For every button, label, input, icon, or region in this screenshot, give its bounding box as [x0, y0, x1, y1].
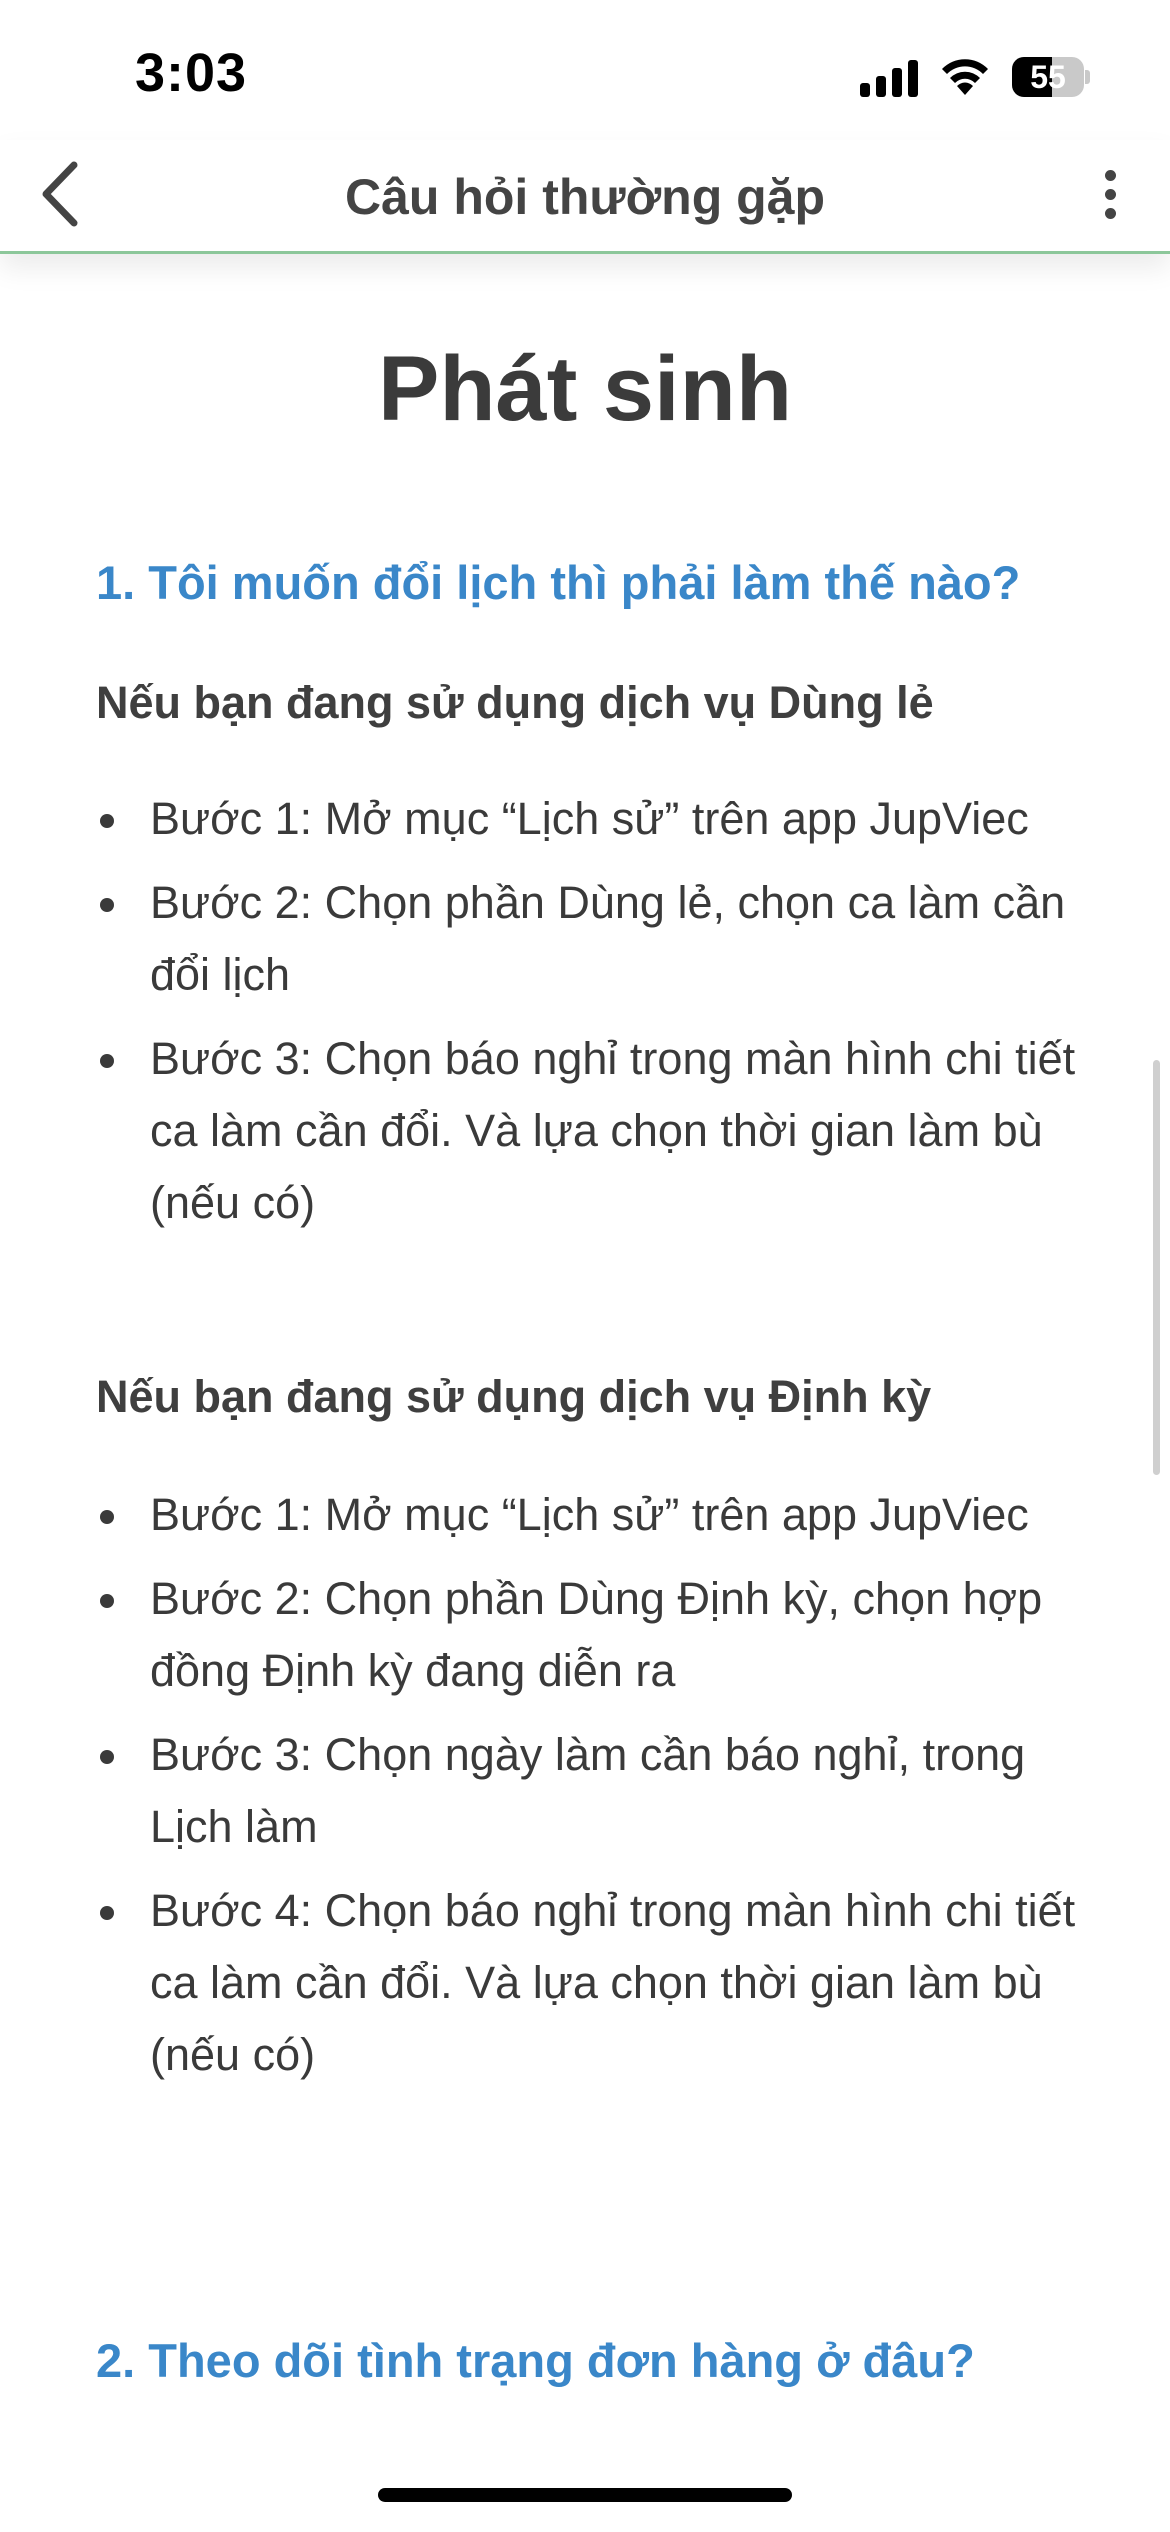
faq-question-2[interactable]: 2. Theo dõi tình trạng đơn hàng ở đâu? [96, 2334, 975, 2387]
status-time: 3:03 [135, 43, 248, 103]
status-icons [860, 52, 1090, 102]
home-indicator[interactable] [378, 2488, 792, 2502]
list-item: Bước 1: Mở mục “Lịch sử” trên app JupViec [96, 1479, 1076, 1551]
battery-level: 55 [1030, 58, 1066, 95]
steps-list-periodic [96, 1479, 1076, 2103]
app-header [0, 140, 1170, 254]
back-button[interactable] [20, 154, 100, 234]
status-bar [0, 0, 1170, 140]
section-heading-periodic: Nếu bạn đang sử dụng dịch vụ Định kỳ [96, 1371, 932, 1422]
more-dot-icon [1105, 189, 1116, 200]
more-options-button[interactable] [1080, 154, 1140, 234]
wifi-icon [940, 57, 990, 97]
list-item: Bước 3: Chọn ngày làm cần báo nghỉ, trong Lịch làm [96, 1719, 1076, 1863]
steps-list-single-use [96, 783, 1076, 1251]
list-item: Bước 1: Mở mục “Lịch sử” trên app JupViec [96, 783, 1076, 855]
chevron-left-icon [38, 159, 82, 229]
section-heading-single-use: Nếu bạn đang sử dụng dịch vụ Dùng lẻ [96, 677, 934, 728]
scrollbar[interactable] [1153, 1060, 1160, 1475]
list-item: Bước 2: Chọn phần Dùng lẻ, chọn ca làm cần đổi lịch [96, 867, 1076, 1011]
cellular-signal-icon [860, 57, 918, 97]
list-item: Bước 3: Chọn báo nghỉ trong màn hình chi tiết ca làm cần đổi. Và lựa chọn thời gian làm bù (nếu có) [96, 1023, 1076, 1239]
page-title: Phát sinh [377, 338, 793, 440]
more-dot-icon [1105, 170, 1116, 181]
header-title: Câu hỏi thường gặp [344, 169, 826, 225]
list-item: Bước 4: Chọn báo nghỉ trong màn hình chi tiết ca làm cần đổi. Và lựa chọn thời gian làm bù (nếu có) [96, 1875, 1076, 2091]
list-item: Bước 2: Chọn phần Dùng Định kỳ, chọn hợp đồng Định kỳ đang diễn ra [96, 1563, 1076, 1707]
battery-icon [1012, 57, 1090, 97]
more-dot-icon [1105, 208, 1116, 219]
faq-question-1[interactable]: 1. Tôi muốn đổi lịch thì phải làm thế nào? [96, 556, 1021, 609]
